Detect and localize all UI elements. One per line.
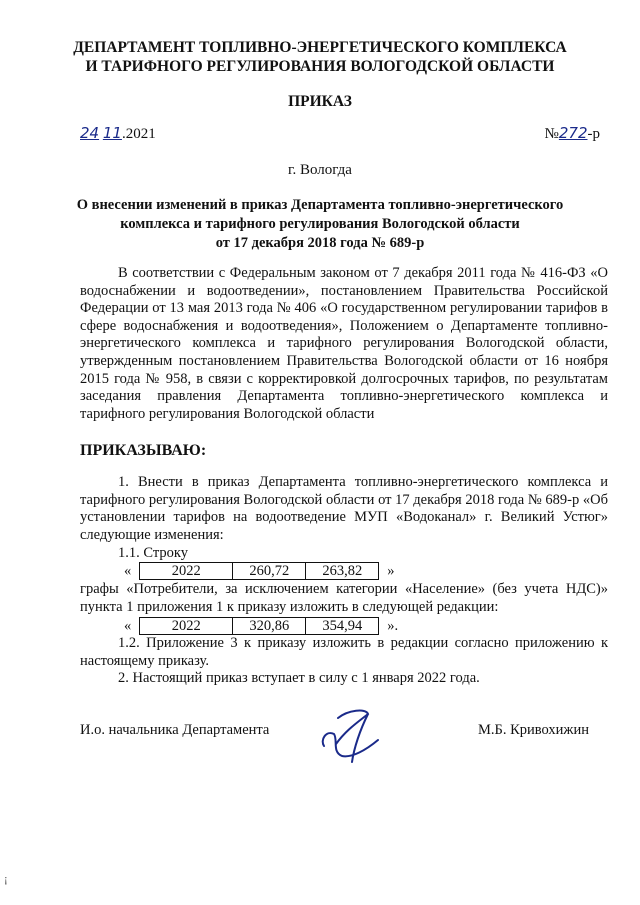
- item-1-1-middle-text: графы «Потребители, за исключением категории «Население» (без учета НДС)» пункта 1 приложения 1 к приказу изложить в следующей редакции:: [80, 581, 608, 615]
- close-quote-2: ».: [387, 617, 399, 634]
- item-1-1-label: 1.1. Строку: [118, 545, 188, 561]
- old-value-row: [124, 562, 395, 580]
- margin-mark: ¡: [4, 873, 8, 885]
- number-prefix: №: [544, 126, 559, 142]
- item-1-paragraph: 1. Внести в приказ Департамента топливно-энергетического комплекса и тарифного регулирования Вологодской области от 17 декабря 2018 года № 689-р «Об установлении тарифов на водоотведение МУП «Водоканал» г. Великий Устюг» следующие изменения:: [80, 474, 608, 543]
- item-2-paragraph: 2. Настоящий приказ вступает в силу с 1 января 2022 года.: [118, 670, 480, 686]
- open-quote-1: «: [124, 562, 132, 579]
- new-value-row: [124, 617, 398, 635]
- city: г. Вологда: [288, 162, 352, 178]
- new-value-1-cell: 320,86: [233, 618, 306, 635]
- close-quote-1: »: [387, 562, 395, 579]
- old-value-2-cell: 263,82: [306, 563, 379, 580]
- signatory-name: М.Б. Кривохижин: [478, 722, 589, 738]
- old-value-1-cell: 260,72: [233, 563, 306, 580]
- new-value-2-cell: 354,94: [306, 618, 379, 635]
- header-line-1: ДЕПАРТАМЕНТ ТОПЛИВНО-ЭНЕРГЕТИЧЕСКОГО КОМПЛЕКСА: [73, 39, 567, 56]
- order-date: [80, 124, 156, 143]
- open-quote-2: «: [124, 617, 132, 634]
- handwritten-month: 11: [102, 124, 122, 142]
- department-header: [0, 38, 640, 76]
- document-type: ПРИКАЗ: [288, 93, 352, 110]
- number-suffix: -р: [587, 126, 600, 142]
- order-number: [545, 124, 600, 143]
- handwritten-signature-image: [318, 700, 388, 772]
- signatory-position: И.о. начальника Департамента: [80, 722, 270, 738]
- new-year-cell: 2022: [140, 618, 233, 635]
- item-1-2-paragraph: 1.2. Приложение 3 к приказу изложить в редакции согласно приложению к настоящему приказу.: [80, 635, 608, 669]
- preamble-paragraph: В соответствии с Федеральным законом от 7 декабря 2011 года № 416-ФЗ «О водоснабжении и водоотведении», постановлением Правительства Российской Федерации от 13 мая 2013 года № 406 «О государственном регулировании тарифов в сфере водоснабжения и водоотведения», Положением о Департаменте топливно-энергетического комплекса и тарифного регулирования Вологодской области, утвержденным постановлением Правительства Вологодской области от 16 ноября 2015 года № 958, в связи с корректировкой долгосрочных тарифов, по результатам заседания правления Департамента топливно-энергетического комплекса и тарифного регулирования Вологодской области: [80, 265, 608, 422]
- order-word: ПРИКАЗЫВАЮ:: [80, 442, 207, 459]
- subject-line-1: О внесении изменений в приказ Департамента топливно-энергетического: [76, 197, 564, 213]
- date-year: .2021: [121, 126, 156, 142]
- handwritten-number: 272: [558, 124, 588, 142]
- header-line-2: И ТАРИФНОГО РЕГУЛИРОВАНИЯ ВОЛОГОДСКОЙ ОБЛАСТИ: [85, 58, 555, 75]
- subject-line-2: комплекса и тарифного регулирования Вологодской области: [120, 216, 520, 232]
- old-values-table: [139, 562, 379, 580]
- order-subject: [0, 196, 640, 253]
- new-values-table: [139, 617, 379, 635]
- subject-line-3: от 17 декабря 2018 года № 689-р: [215, 235, 425, 251]
- handwritten-day: 24: [80, 124, 100, 142]
- old-year-cell: 2022: [140, 563, 233, 580]
